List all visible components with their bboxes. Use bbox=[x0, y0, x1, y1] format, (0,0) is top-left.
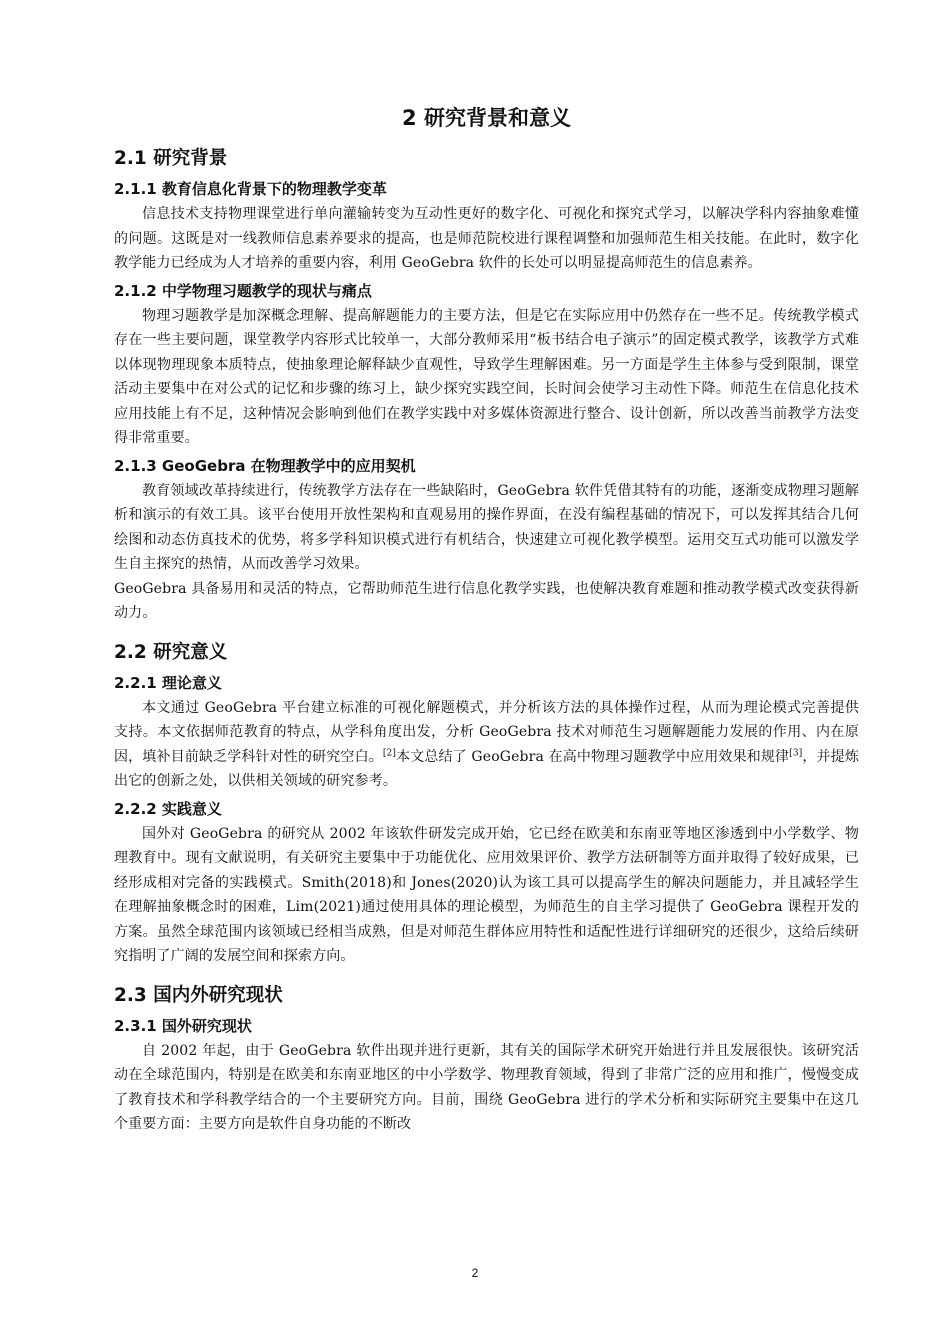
subsection-heading-2-2-2: 2.2.2 实践意义 bbox=[114, 799, 222, 818]
section-heading-2-1: 2.1 研究背景 bbox=[114, 148, 228, 169]
document-page bbox=[114, 98, 859, 1137]
subsection-heading-2-2-1: 2.2.1 理论意义 bbox=[114, 673, 222, 692]
section-heading-2-2: 2.2 研究意义 bbox=[114, 641, 228, 663]
citation-2: [2] bbox=[382, 747, 397, 758]
subsection-heading-2-1-1: 2.1.1 教育信息化背景下的物理教学变革 bbox=[114, 180, 387, 198]
page-number: 2 bbox=[471, 1266, 479, 1280]
paragraph-2-1-2: 物理习题教学是加深概念理解、提高解题能力的主要方法，但是它在实际应用中仍然存在一些不足。传统教学模式存在一些主要问题，课堂教学内容形式比较单一，大部分教师采用“板书结合电子演示”的固定模式教学，该教学方式难以体现物理现象本质特点，使抽象理论解释缺少直观性，导致学生理解困难。另一方面是学生主体参与受到限制，课堂活动主要集中在对公式的记忆和步骤的练习上，缺少探究实践空间，长时间会使学习主动性下降。师范生在信息化技术应用技能上有不足，这种情况会影响到他们在教学实践中对多媒体资源进行整合、设计创新，所以改善当前教学方法变得非常重要。 bbox=[114, 307, 859, 446]
subsection-heading-2-3-1: 2.3.1 国外研究现状 bbox=[114, 1016, 252, 1035]
paragraph-2-1-3-a: 教育领域改革持续进行，传统教学方法存在一些缺陷时，GeoGebra 软件凭借其特有的功能，逐渐变成物理习题解析和演示的有效工具。该平台使用开放性架构和直观易用的操作界面，在没有编程基础的情况下，可以发挥其结合几何绘图和动态仿真技术的优势，将多学科知识模式进行有机结合，快速建立可视化教学模型。运用交互式功能可以激发学生自主探究的热情，从而改善学习效果。 bbox=[114, 482, 859, 572]
subsection-heading-2-1-2: 2.1.2 中学物理习题教学的现状与痛点 bbox=[114, 281, 372, 300]
paragraph-2-1-1: 信息技术支持物理课堂进行单向灌输转变为互动性更好的数字化、可视化和探究式学习，以解决学科内容抽象难懂的问题。这既是对一线教师信息素养要求的提高，也是师范院校进行课程调整和加强师范生相关技能。在此时，数字化教学能力已经成为人才培养的重要内容，利用 GeoGebra 软件的长处可以明显提高师范生的信息素养。 bbox=[114, 206, 859, 271]
section-heading-2-3: 2.3 国内外研究现状 bbox=[114, 984, 283, 1006]
paragraph-2-2-1-part-c: ，并提炼出它的创新之处，以供相关领域的研究参考。 bbox=[114, 748, 859, 789]
paragraph-2-2-2: 国外对 GeoGebra 的研究从 2002 年该软件研发完成开始，它已经在欧美和东南亚等地区渗透到中小学数学、物理教育中。现有文献说明，有关研究主要集中于功能优化、应用效果评价、教学方法研制等方面并取得了较好成果，已经形成相对完备的实践模式。Smith(2018)和 Jones(2020)认为该工具可以提高学生的解决问题能力，并且减轻学生在理解抽象概念时的困难，Lim(2021)通过使用具体的理论模型，为师范生的自主学习提供了 GeoGebra 课程开发的方案。虽然全球范围内该领域已经相当成熟，但是对师范生群体应用特性和适配性进行详细研究的还很少，这给后续研究指明了广阔的发展空间和探索方向。 bbox=[114, 825, 859, 964]
paragraph-2-2-1 bbox=[114, 696, 859, 794]
subsection-heading-2-1-3: 2.1.3 GeoGebra 在物理教学中的应用契机 bbox=[114, 456, 416, 475]
paragraph-2-3-1: 自 2002 年起，由于 GeoGebra 软件出现并进行更新，其有关的国际学术研究开始进行并且发展很快。该研究活动在全球范围内，特别是在欧美和东南亚地区的中小学数学、物理教育领域，得到了非常广泛的应用和推广，慢慢变成了教育技术和学科教学结合的一个主要研究方向。目前，围绕 GeoGebra 进行的学术分析和实际研究主要集中在这几个重要方面：主要方向是软件自身功能的不断改 bbox=[114, 1042, 859, 1132]
paragraph-2-1-3-b: GeoGebra 具备易用和灵活的特点，它帮助师范生进行信息化教学实践，也使解决教育难题和推动教学模式改变获得新动力。 bbox=[114, 580, 859, 621]
paragraph-2-2-1-part-a: 本文通过 GeoGebra 平台建立标准的可视化解题模式，并分析该方法的具体操作过程，从而为理论模式完善提供支持。本文依据师范教育的特点，从学科角度出发，分析 GeoGebra 技术对师范生习题解题能力发展的作用、内在原因，填补目前缺乏学科针对性的研究空白。 bbox=[114, 699, 859, 765]
paragraph-2-2-1-part-b: 本文总结了 GeoGebra 在高中物理习题教学中应用效果和规律 bbox=[396, 748, 790, 765]
chapter-title: 2 研究背景和意义 bbox=[402, 106, 571, 130]
citation-3: [3] bbox=[789, 747, 803, 758]
